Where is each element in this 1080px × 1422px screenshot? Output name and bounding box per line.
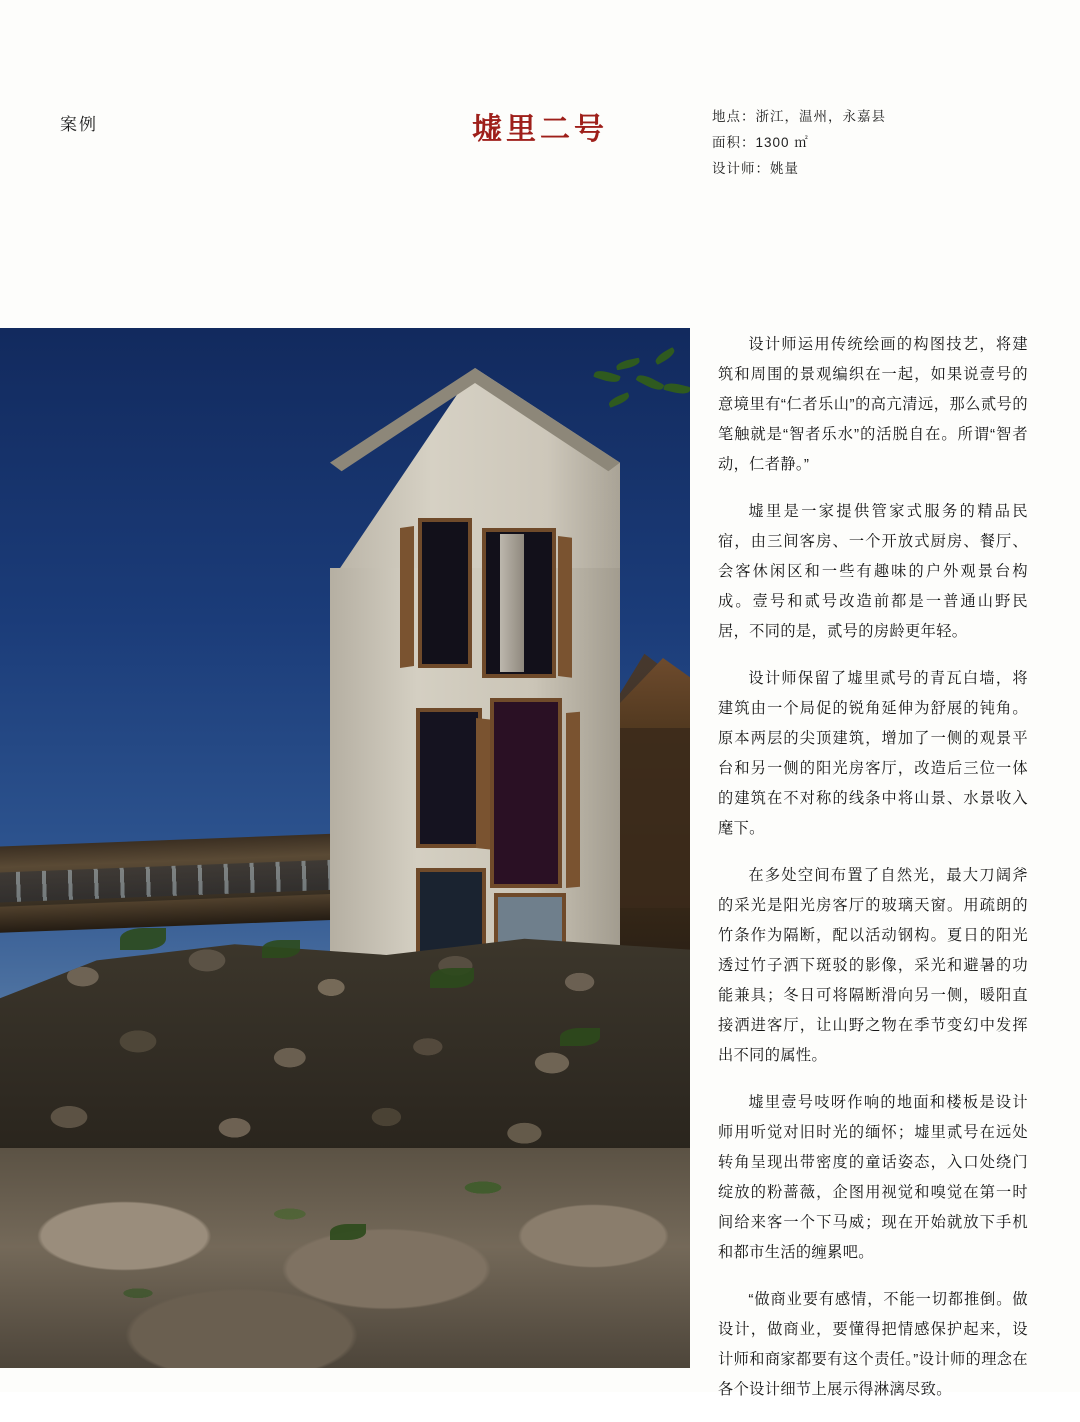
meta-key-location: 地点： [712,109,756,124]
main-house [330,368,620,1008]
vegetation-patch [330,1224,366,1240]
paragraph: 设计师运用传统绘画的构图技艺，将建筑和周围的景观编织在一起，如果说壹号的意境里有“仁者乐山”的高亢清远，那么贰号的笔触就是“智者乐水”的活脱自在。所谓“智者动，仁者静。” [718,336,1028,473]
paragraph: “做商业要有感情，不能一切都推倒。做设计，做商业，要懂得把情感保护起来，设计师和商家都要有这个责任。”设计师的理念在各个设计细节上展示得淋漓尽致。 [718,1291,1028,1398]
shutter-door [566,712,580,888]
vegetation-patch [262,940,300,958]
vegetation-patch [430,968,474,988]
shutter-upper-left [400,526,414,668]
house-gable [330,368,620,583]
entry-door [490,698,562,888]
meta-row-area [712,130,886,156]
window-curtain [500,534,524,672]
meta-key-area: 面积： [712,135,756,150]
article-body [718,330,1028,1422]
project-meta [712,104,886,182]
window-upper-left [418,518,472,668]
shutter-upper-right [558,536,572,678]
paragraph: 设计师保留了墟里贰号的青瓦白墙，将建筑由一个局促的锐角延伸为舒展的钝角。原本两层的尖顶建筑，增加了一侧的观景平台和另一侧的阳光房客厅，改造后三位一体的建筑在不对称的线条中将山景、水景收入麾下。 [718,670,1028,837]
vegetation-patch [560,1028,600,1046]
page-title: 墟里二号 [472,113,608,146]
paragraph: 墟里是一家提供管家式服务的精品民宿，由三间客房、一个开放式厨房、餐厅、会客休闲区和一些有趣味的户外观景台构成。壹号和贰号改造前都是一普通山野民居，不同的是，贰号的房龄更年轻。 [718,503,1028,640]
project-photo [0,328,690,1368]
meta-row-location [712,104,886,130]
vegetation-patch [120,928,166,950]
shutter-middle [476,718,490,849]
section-label: 案例 [60,115,98,134]
foreground-rocks [0,1148,690,1368]
window-middle [416,708,482,848]
meta-value-designer: 姚量 [770,161,799,176]
paragraph: 墟里壹号吱呀作响的地面和楼板是设计师用听觉对旧时光的缅怀；墟里贰号在远处转角呈现出带密度的童话姿态，入口处绕门绽放的粉蔷薇，企图用视觉和嗅觉在第一时间给来客一个下马威；现在开始就放下手机和都市生活的缠累吧。 [718,1094,1028,1261]
meta-value-location: 浙江，温州，永嘉县 [755,109,886,124]
meta-row-designer [712,156,886,182]
meta-value-area: 1300 ㎡ [755,135,809,150]
meta-key-designer: 设计师： [712,161,770,176]
paragraph: 在多处空间布置了自然光，最大刀阔斧的采光是阳光房客厅的玻璃天窗。用疏朗的竹条作为隔断，配以活动钢构。夏日的阳光透过竹子洒下斑驳的影像，采光和避暑的功能兼具；冬日可将隔断滑向另一侧，暖阳直接洒进客厅，让山野之物在季节变幻中发挥出不同的属性。 [718,867,1028,1064]
